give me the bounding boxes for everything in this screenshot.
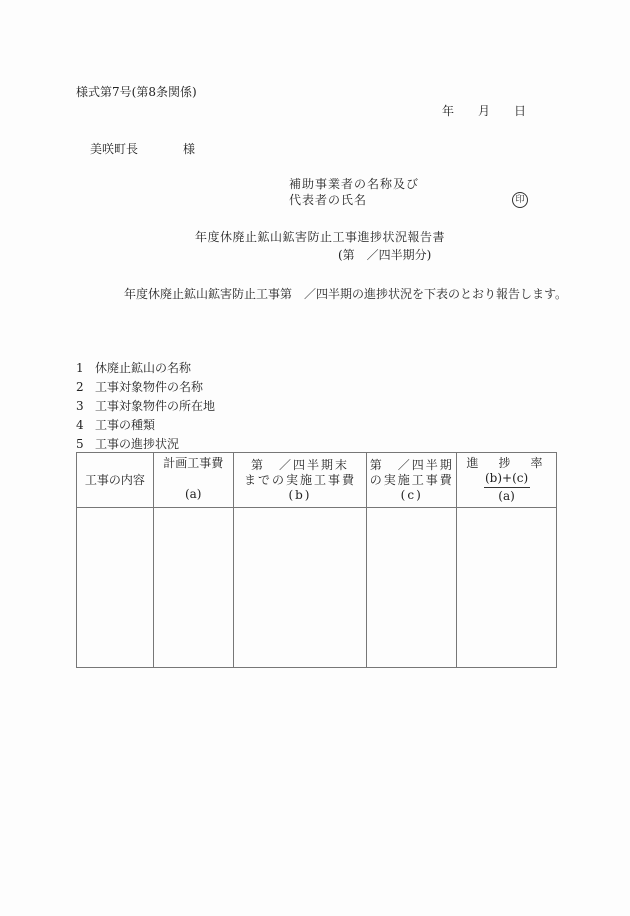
header-cumulative-cost [233, 453, 367, 508]
list-item [76, 399, 215, 418]
header-line: までの実施工事費 [243, 472, 356, 487]
header-work-content [77, 453, 154, 508]
applicant-label-line1: 補助事業者の名称及び [289, 177, 420, 191]
header-progress-rate [457, 453, 557, 508]
header-planned-cost [153, 453, 233, 508]
list-item [76, 418, 215, 437]
header-line: 計画工事費 [163, 456, 224, 470]
table-header-row [77, 453, 557, 508]
date-year: 年 [442, 104, 455, 118]
item-label: 工事対象物件の名称 [95, 380, 204, 394]
fraction-bar [484, 487, 530, 488]
list-item [76, 361, 215, 380]
table-row [77, 508, 557, 668]
header-quarter-cost [367, 453, 457, 508]
date-field [442, 104, 526, 118]
intro-text: 年度休廃止鉱山鉱害防止工事第 ／四半期の進捗状況を下表のとおり報告します。 [124, 287, 568, 301]
document-title: 年度休廃止鉱山鉱害防止工事進捗状況報告書 [195, 230, 446, 244]
item-label: 休廃止鉱山の名称 [95, 361, 192, 375]
item-list [76, 361, 215, 456]
item-label: 工事の種類 [95, 418, 156, 432]
cell-planned-cost[interactable] [153, 508, 233, 668]
addressee: 美咲町長 [90, 142, 139, 156]
honorific: 様 [183, 142, 196, 156]
header-line: の実施工事費 [369, 472, 454, 487]
list-item [76, 380, 215, 399]
item-number: 5 [76, 437, 84, 451]
header-line: 第 ／四半期 [369, 457, 454, 472]
document-subtitle: (第 ／四半期分) [338, 248, 432, 262]
header-line: (c) [400, 487, 423, 502]
fraction-denominator: (a) [498, 489, 515, 503]
header-line: (b) [288, 487, 312, 502]
item-number: 3 [76, 399, 84, 413]
item-label: 工事対象物件の所在地 [95, 399, 216, 413]
header-line: (a) [184, 487, 202, 501]
header-line: 第 ／四半期末 [250, 457, 349, 472]
item-label: 工事の進捗状況 [95, 437, 180, 451]
date-month: 月 [478, 104, 491, 118]
cell-work-content[interactable] [77, 508, 154, 668]
date-day: 日 [514, 104, 527, 118]
seal-icon: 印 [512, 192, 528, 208]
progress-table [76, 452, 557, 668]
cell-progress-rate[interactable] [457, 508, 557, 668]
item-number: 2 [76, 380, 84, 394]
cell-cumulative-cost[interactable] [233, 508, 367, 668]
header-line: 進 捗 率 [466, 456, 547, 470]
cell-quarter-cost[interactable] [367, 508, 457, 668]
form-number: 様式第7号(第8条関係) [76, 85, 197, 99]
fraction-numerator: (b)+(c) [484, 471, 529, 485]
applicant-label-line2: 代表者の氏名 [289, 193, 368, 207]
item-number: 4 [76, 418, 84, 432]
item-number: 1 [76, 361, 84, 375]
header-label: 工事の内容 [84, 472, 145, 487]
